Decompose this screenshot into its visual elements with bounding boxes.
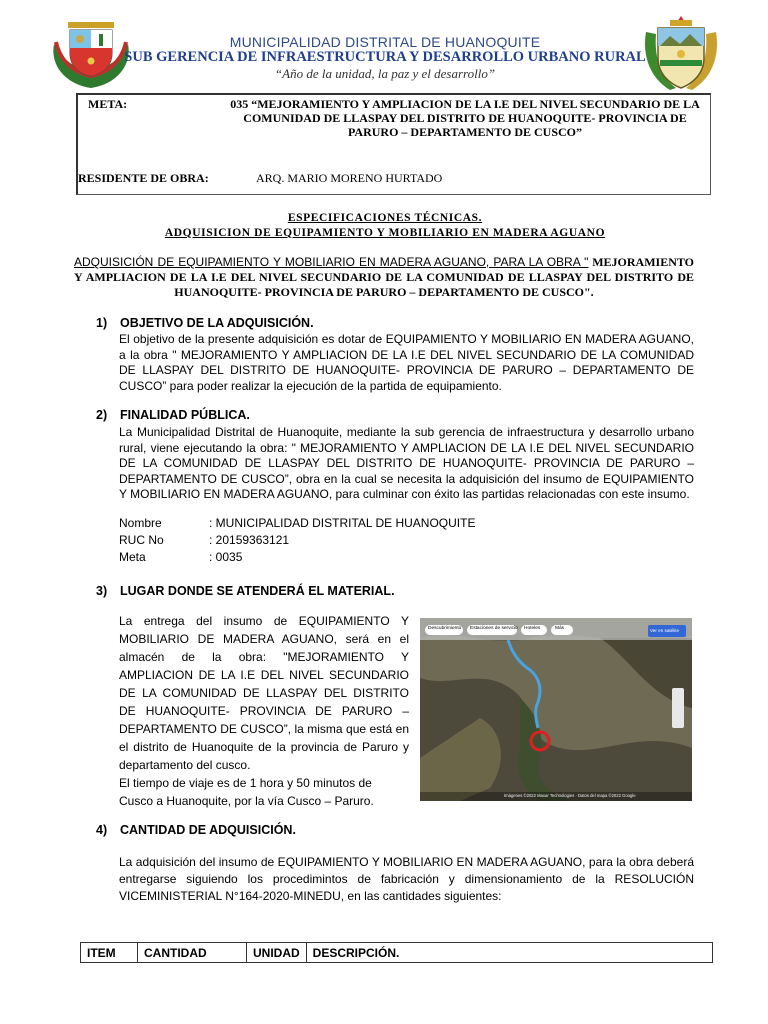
residente-label: RESIDENTE DE OBRA: (78, 171, 209, 185)
section-4-number: 4) (96, 823, 108, 837)
intro-tail: ". (584, 285, 594, 299)
spec-title (80, 211, 690, 241)
header-municipality-name: MUNICIPALIDAD DISTRITAL DE HUANOQUITE (229, 34, 541, 50)
info-ruc-key: RUC No (119, 533, 164, 547)
section-3-title: LUGAR DONDE SE ATENDERÁ EL MATERIAL. (120, 584, 395, 598)
info-meta-value: : 0035 (209, 550, 243, 564)
info-nombre-key: Nombre (119, 516, 162, 530)
section-3-text-2: El tiempo de viaje es de 1 hora y 50 minutos de Cusco a Huanoquite, por la vía Cusco – Paruro. (119, 776, 374, 808)
section-2-number: 2) (96, 408, 108, 422)
spec-title-1: ESPECIFICACIONES TÉCNICAS. (287, 212, 483, 224)
col-descripcion: DESCRIPCIÓN. (306, 943, 712, 963)
section-1-text: El objetivo de la presente adquisición es dotar de EQUIPAMIENTO Y MOBILIARIO EN MADERA AGUANO, a la obra " MEJORAMIENTO Y AMPLIACION DE LA I.E DEL NIVEL SECUNDARIO DE LA COMUNIDAD DE LLASPAY DEL DISTRITO DE HUANOQUITE- PROVINCIA DE PARURO – DEPARTAMENTO DE CUSCO” para poder realizar la ejecución de la partida de equipamiento. (119, 332, 694, 393)
section-4-text: La adquisición del insumo de EQUIPAMIENTO Y MOBILIARIO EN MADERA AGUANO, para la obra deberá entregarse siguiendo los procedimintos de fabricación y dimensionamiento de la RESOLUCIÓN VICEMINISTERIAL N°164-2020-MINEDU, en las cantidades siguientes: (119, 855, 694, 903)
col-item: ITEM (81, 943, 138, 963)
map-view-button[interactable]: Ver en satélite (650, 628, 680, 633)
col-unidad: UNIDAD (247, 943, 307, 963)
intro-paragraph (74, 255, 694, 300)
meta-label: META: (88, 97, 128, 111)
huanoquite-municipal-shield-logo (640, 12, 722, 96)
section-4-title: CANTIDAD DE ADQUISICIÓN. (120, 823, 296, 837)
info-row-ruc (119, 533, 289, 547)
residente-value: ARQ. MARIO MORENO HURTADO (256, 171, 443, 185)
map-chip-mas[interactable]: Más (555, 626, 565, 631)
satellite-map[interactable] (420, 618, 692, 801)
header-sub-gerencia: SUB GERENCIA DE INFRAESTRUCTURA Y DESARROLLO URBANO RURAL (124, 49, 646, 65)
map-chip-descubrimiento[interactable]: Descubrimiento (428, 626, 462, 631)
intro-lead: ADQUISICIÓN DE EQUIPAMIENTO Y MOBILIARIO EN MADERA AGUANO, PARA LA OBRA " (74, 255, 589, 269)
info-row-nombre (119, 516, 475, 530)
info-ruc-value: : 20159363121 (209, 533, 290, 547)
section-2-text: La Municipalidad Distrital de Huanoquite, mediante la sub gerencia de infraestructura y desarrollo urbano rural, viene ejecutando la obra: " MEJORAMIENTO Y AMPLIACION DE LA I.E DEL NIVEL SECUNDARIO DE LA COMUNIDAD DE LLASPAY DEL DISTRITO DE HUANOQUITE- PROVINCIA DE PARURO – DEPARTAMENTO DE CUSCO”, obra en la cual se necesita la adquisición del insumo de EQUIPAMIENTO Y MOBILIARIO EN MADERA AGUANO, para culminar con éxito las partidas relacionadas con este insumo. (119, 425, 694, 501)
section-3-number: 3) (96, 584, 108, 598)
map-chip-hoteles[interactable]: Hoteles (524, 626, 541, 631)
map-chip-estaciones[interactable]: Estaciones de servicio (470, 626, 518, 631)
section-1-number: 1) (96, 316, 108, 330)
info-meta-key: Meta (119, 550, 146, 564)
items-table-header-row (81, 943, 713, 963)
info-row-meta (119, 550, 242, 564)
spec-title-2: ADQUISICION DE EQUIPAMIENTO Y MOBILIARIO EN MADERA AGUANO (164, 227, 606, 239)
items-table (80, 942, 713, 963)
info-nombre-value: : MUNICIPALIDAD DISTRITAL DE HUANOQUITE (209, 516, 476, 530)
section-2-title: FINALIDAD PÚBLICA. (120, 408, 250, 422)
map-footer-attribution: Imágenes ©2022 Maxar Technologies · Datos del mapa ©2022 Google (504, 793, 636, 798)
col-cantidad: CANTIDAD (138, 943, 247, 963)
section-1-title: OBJETIVO DE LA ADQUISICIÓN. (120, 316, 314, 330)
section-3-text: La entrega del insumo de EQUIPAMIENTO Y MOBILIARIO DE MADERA AGUANO, será en el almacén de la obra: "MEJORAMIENTO Y AMPLIACION DE LA I.E DEL NIVEL SECUNDARIO DE LA COMUNIDAD DE LLASPAY DEL DISTRITO DE HUANOQUITE- PROVINCIA DE PARURO – DEPARTAMENTO DE CUSCO”, la misma que está en el distrito de Huanoquite de la provincia de Paruro y departamento del cusco. (119, 614, 409, 772)
meta-value: 035 “MEJORAMIENTO Y AMPLIACION DE LA I.E DEL NIVEL SECUNDARIO DE LA COMUNIDAD DE LLASPAY DEL DISTRITO DE HUANOQUITE- PROVINCIA DE PARURO – DEPARTAMENTO DE CUSCO” (230, 97, 700, 139)
intro-body: MEJORAMIENTO Y AMPLIACION DE LA I.E DEL NIVEL SECUNDARIO DE LA COMUNIDAD DE LLASPAY DEL DISTRITO DE HUANOQUITE- PROVINCIA DE PARURO – DEPARTAMENTO DE CUSCO (74, 255, 694, 299)
header-slogan: “Año de la unidad, la paz y el desarrollo” (274, 66, 496, 81)
